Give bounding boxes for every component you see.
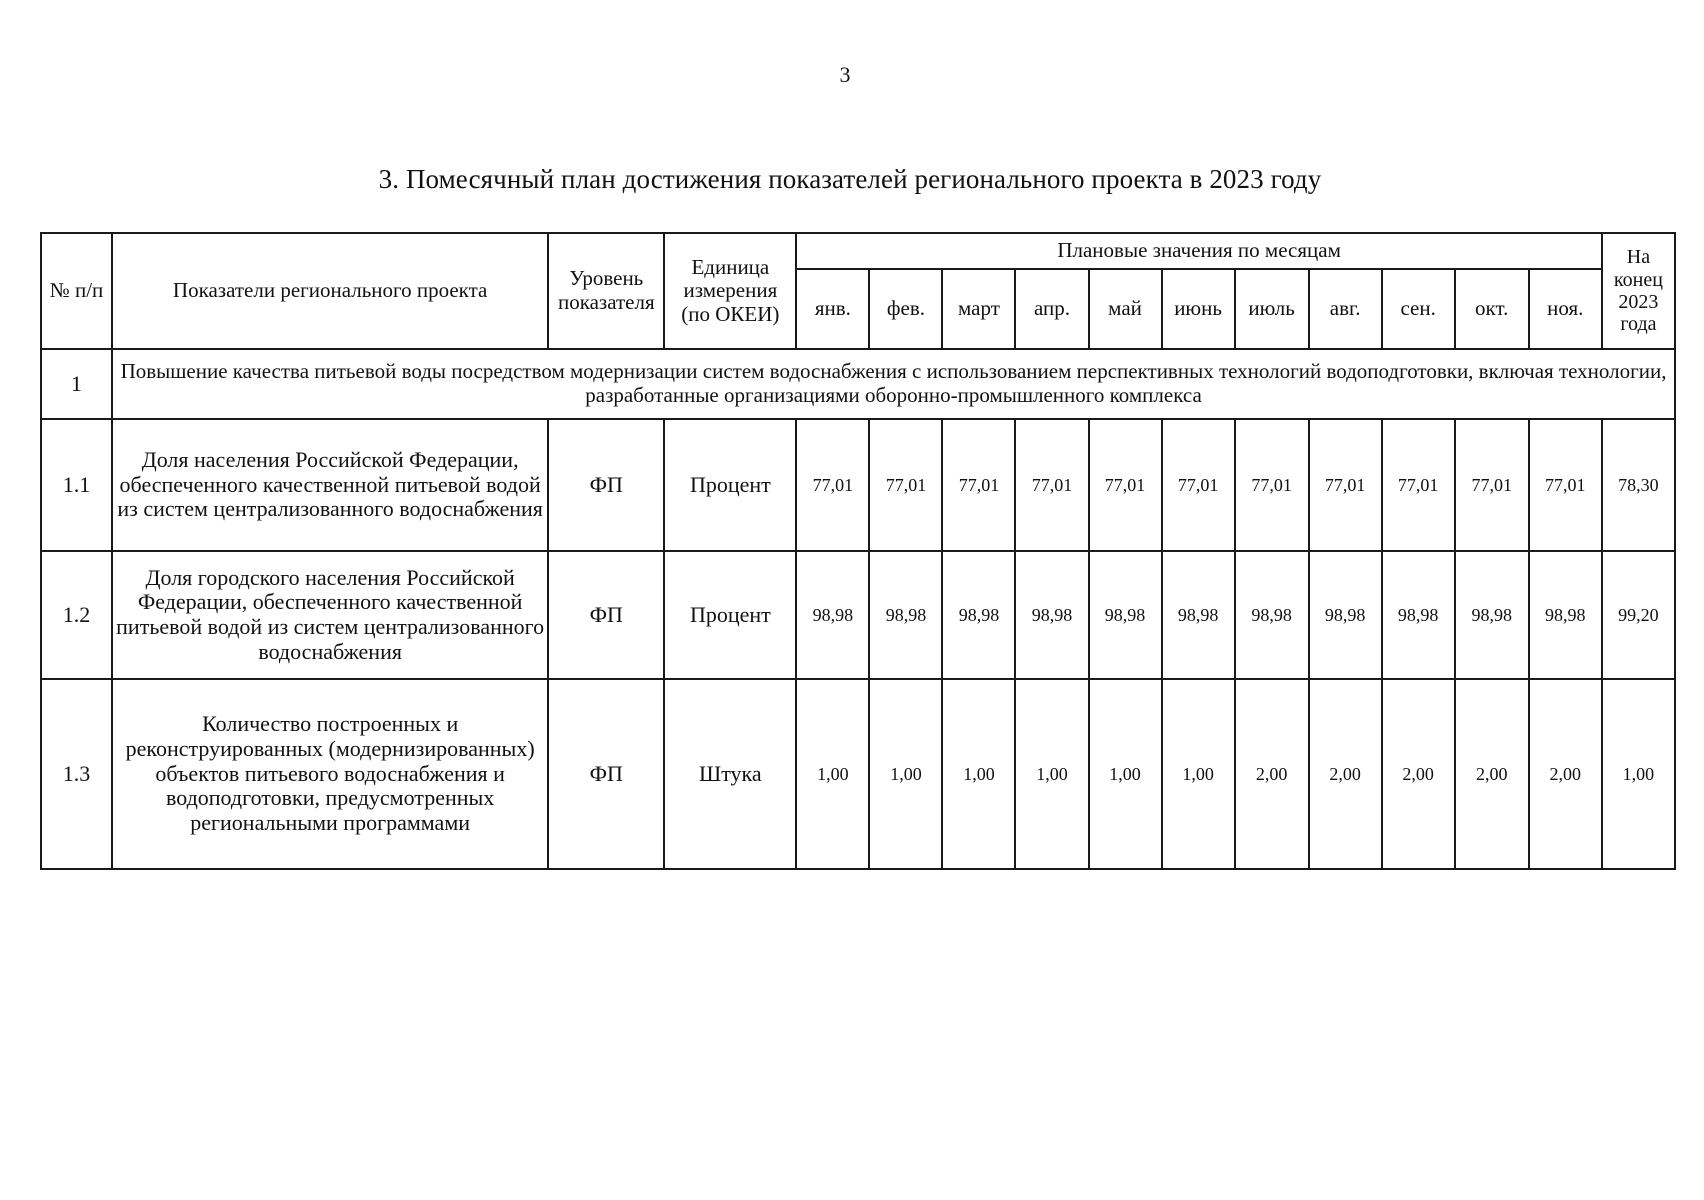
monthly-value: 1,00 [1015, 679, 1088, 869]
monthly-value: 77,01 [1162, 419, 1235, 551]
header-level: Уровень показателя [548, 233, 664, 349]
monthly-value: 77,01 [796, 419, 869, 551]
header-month: июнь [1162, 269, 1235, 349]
header-num: № п/п [41, 233, 112, 349]
monthly-value: 77,01 [1235, 419, 1309, 551]
header-month: янв. [796, 269, 869, 349]
monthly-value: 77,01 [1529, 419, 1602, 551]
section-title: Повышение качества питьевой воды посредством модернизации систем водоснабжения с использованием перспективных технологий водоподготовки, включая технологии, разработанные организациями оборонно-промышленного комплекса [112, 349, 1675, 419]
indicator-level: ФП [548, 551, 664, 679]
indicator-name: Количество построенных и реконструированных (модернизированных) объектов питьевого водоснабжения и водоподготовки, предусмотренных региональными программами [112, 679, 548, 869]
monthly-value: 1,00 [869, 679, 942, 869]
monthly-value: 2,00 [1382, 679, 1455, 869]
end-of-year-value: 78,30 [1602, 419, 1675, 551]
page-number: 3 [839, 62, 851, 87]
header-month: июль [1235, 269, 1309, 349]
table-row [41, 419, 1675, 551]
monthly-value: 98,98 [1015, 551, 1088, 679]
monthly-value: 98,98 [1162, 551, 1235, 679]
header-month: апр. [1015, 269, 1088, 349]
header-month: май [1089, 269, 1162, 349]
table-row [41, 551, 1675, 679]
header-indicator: Показатели регионального проекта [112, 233, 548, 349]
indicator-unit: Штука [664, 679, 796, 869]
monthly-value: 1,00 [942, 679, 1015, 869]
monthly-value: 98,98 [1235, 551, 1309, 679]
monthly-value: 98,98 [1089, 551, 1162, 679]
indicator-unit: Процент [664, 419, 796, 551]
end-of-year-value: 99,20 [1602, 551, 1675, 679]
monthly-value: 77,01 [1015, 419, 1088, 551]
monthly-value: 98,98 [1455, 551, 1529, 679]
header-end-of-year: На конец 2023 года [1602, 233, 1675, 349]
header-month: фев. [869, 269, 942, 349]
monthly-value: 98,98 [1382, 551, 1455, 679]
monthly-value: 77,01 [1455, 419, 1529, 551]
monthly-value: 2,00 [1235, 679, 1309, 869]
monthly-value: 2,00 [1455, 679, 1529, 869]
monthly-value: 1,00 [1089, 679, 1162, 869]
monthly-value: 2,00 [1529, 679, 1602, 869]
end-of-year-value: 1,00 [1602, 679, 1675, 869]
indicator-level: ФП [548, 419, 664, 551]
header-month: ноя. [1529, 269, 1602, 349]
monthly-value: 98,98 [869, 551, 942, 679]
monthly-value: 1,00 [796, 679, 869, 869]
monthly-value: 98,98 [1529, 551, 1602, 679]
row-num: 1.1 [41, 419, 112, 551]
monthly-value: 77,01 [942, 419, 1015, 551]
row-num: 1.3 [41, 679, 112, 869]
table-row [41, 679, 1675, 869]
section-num: 1 [41, 349, 112, 419]
monthly-value: 98,98 [1309, 551, 1382, 679]
header-monthly-group: Плановые значения по месяцам [796, 233, 1601, 269]
monthly-value: 2,00 [1309, 679, 1382, 869]
page-title: 3. Помесячный план достижения показателей регионального проекта в 2023 году [378, 164, 1322, 194]
header-month: март [942, 269, 1015, 349]
indicator-name: Доля городского населения Российской Федерации, обеспеченного качественной питьевой водой из систем централизованного водоснабжения [112, 551, 548, 679]
monthly-value: 77,01 [1309, 419, 1382, 551]
header-month: окт. [1455, 269, 1529, 349]
monthly-value: 1,00 [1162, 679, 1235, 869]
monthly-plan-table [40, 232, 1676, 870]
header-month: авг. [1309, 269, 1382, 349]
indicator-level: ФП [548, 679, 664, 869]
monthly-value: 77,01 [1089, 419, 1162, 551]
monthly-value: 98,98 [942, 551, 1015, 679]
header-month: сен. [1382, 269, 1455, 349]
indicator-name: Доля населения Российской Федерации, обеспеченного качественной питьевой водой из систем централизованного водоснабжения [112, 419, 548, 551]
monthly-value: 77,01 [869, 419, 942, 551]
indicator-unit: Процент [664, 551, 796, 679]
row-num: 1.2 [41, 551, 112, 679]
monthly-value: 98,98 [796, 551, 869, 679]
monthly-value: 77,01 [1382, 419, 1455, 551]
header-unit: Единица измерения (по ОКЕИ) [664, 233, 796, 349]
